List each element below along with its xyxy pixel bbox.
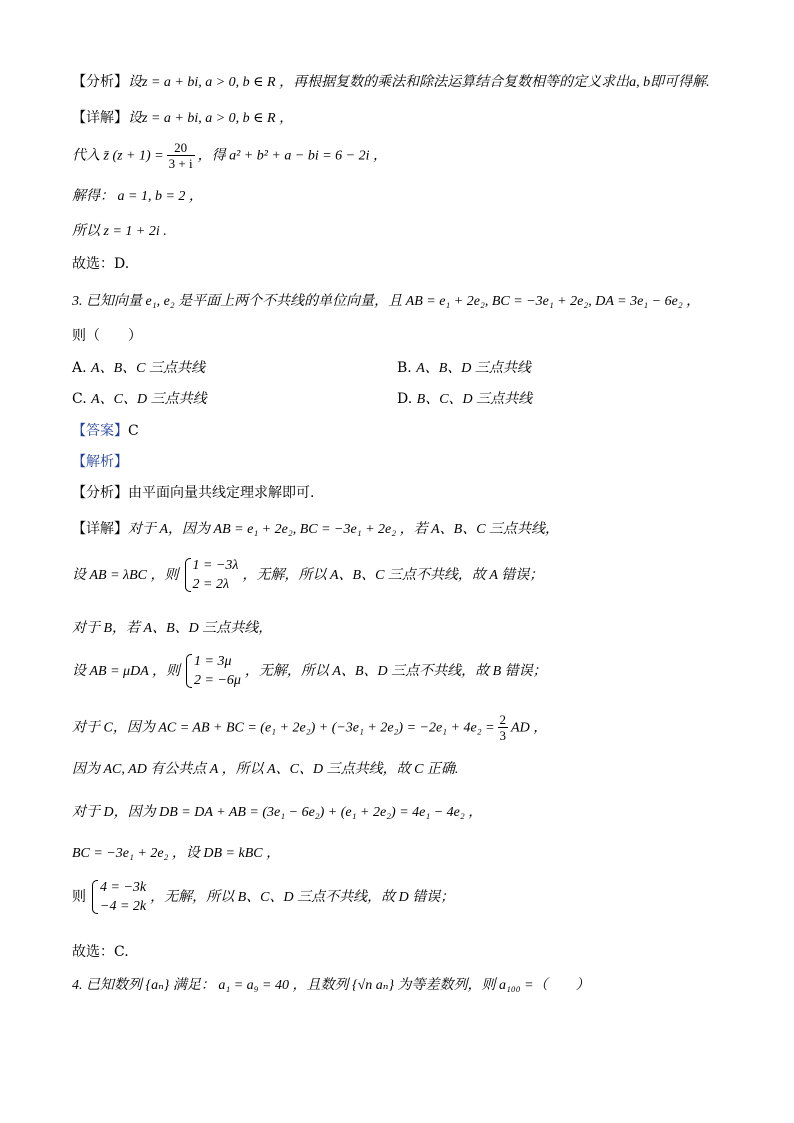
q3-detail-c2-text: 因为 AC, AD 有公共点 A ，所以 A、C、D 三点共线，故 C 正确. [72,762,459,777]
substitution-post: ，得 a² + b² + a − bi = 6 − 2i ， [197,148,387,164]
option-d[interactable] [397,389,532,410]
q3-detail-tag: 【详解】 [72,521,128,537]
q3-analysis-tag: 【分析】 [72,485,128,501]
q3-detail-c [72,712,547,743]
answer-value: C [128,423,139,439]
q3-detail-d-text: 对于 D，因为 DB = DA + AB = (3e₁ − 6e₂) + (e₁ + 2e₂) = 4e₁ − 4e₂ ， [72,805,483,820]
question-3-stem-2 [72,326,142,346]
choose-line [72,254,129,274]
substitution-line [72,140,387,171]
option-a[interactable] [72,358,205,379]
option-c[interactable] [72,389,207,410]
q3-choose [72,942,129,962]
option-letter: A. [72,360,87,376]
analysis-text: 设z = a + bi, a > 0, b ∈ R ，再根据复数的乘法和除法运算结合复数相等的定义求出a, b即可得解. [128,75,710,90]
q3-detail-b-text: 对于 B，若 A、B、D 三点共线， [72,621,273,636]
q3-detail-d2 [72,843,280,864]
q3-system-d [72,878,454,916]
detail-text: 设z = a + bi, a > 0, b ∈ R ， [128,111,294,126]
q3-choose-text: 故选：C. [72,944,129,960]
conclusion-line [72,221,167,242]
option-text: B、C、D 三点共线 [416,392,533,407]
solve-line [72,186,203,207]
option-letter: B. [397,360,412,376]
fraction [167,140,195,171]
system-d-pre: 则 [72,889,86,905]
option-text: A、C、D 三点共线 [91,392,207,407]
question-3-stem-text-2: 则（ ） [72,328,142,344]
jiexi-tag: 【解析】 [72,454,128,470]
system-a-post: ，无解，所以 A、B、C 三点不共线，故 A 错误； [242,568,544,583]
fraction-numerator: 20 [167,140,195,156]
equation-row: 4 = −3k [100,880,147,895]
q3-analysis-text: 由平面向量共线定理求解即可. [128,485,315,501]
question-3-stem-text: 3. 已知向量 e₁, e₂ 是平面上两个不共线的单位向量，且 AB = e₁ + 2e₂, BC = −3e₁ + 2e₂, DA = 3e₁ − 6e₂ ， [72,294,701,309]
jiexi-line [72,452,128,472]
equation-system-a [183,556,239,594]
q3-analysis-line [72,483,314,503]
option-text: A、B、D 三点共线 [416,361,531,376]
q3-system-b [72,652,547,690]
conclusion-text: 所以 z = 1 + 2i . [72,224,167,239]
solve-text: 解得： a = 1, b = 2 ， [72,189,203,204]
q3-detail-c-pre: 对于 C，因为 AC = AB + BC = (e₁ + 2e₂) + (−3e₁ + 2e₂) = −2e₁ + 4e₂ = [72,720,495,736]
equation-row: 2 = 2λ [192,577,230,592]
question-4-stem-text: 4. 已知数列 {aₙ} 满足： a₁ = a₉ = 40 ，且数列 {√n aₙ} 为等差数列，则 a₁₀₀ =（ ） [72,978,590,993]
q3-system-a [72,556,543,594]
equation-row: 1 = −3λ [192,558,239,573]
fraction [498,712,509,743]
system-b-pre: 设 AB = μDA ，则 [72,664,180,679]
fraction-denominator: 3 [499,728,507,743]
system-a-pre: 设 AB = λBC ，则 [72,568,179,583]
equation-system-d [90,878,146,916]
fraction-numerator: 2 [499,712,507,727]
q3-detail-a-text: 对于 A，因为 AB = e₁ + 2e₂, BC = −3e₁ + 2e₂ ，若 A、B、C 三点共线， [128,522,560,537]
q3-detail-c-post: AD ， [511,720,548,736]
option-text: A、B、C 三点共线 [91,361,205,376]
detail-tag: 【详解】 [72,110,128,126]
q3-detail-d [72,802,482,823]
option-letter: C. [72,391,87,407]
answer-line [72,421,139,441]
substitution-pre: 代入 z̄ (z + 1) = [72,148,164,164]
question-4-stem [72,975,590,996]
system-d-post: ，无解，所以 B、C、D 三点不共线，故 D 错误； [150,890,455,905]
system-b-post: ，无解，所以 A、B、D 三点不共线，故 B 错误； [244,664,547,679]
fraction-denominator: 3 + i [168,156,193,171]
q3-detail-a [72,519,559,540]
answer-tag: 【答案】 [72,423,128,439]
q3-detail-d2-text: BC = −3e₁ + 2e₂ ，设 DB = kBC ， [72,846,281,861]
equation-row: −4 = 2k [100,899,147,914]
equation-row: 2 = −6μ [194,673,241,688]
equation-row: 1 = 3μ [194,654,232,669]
option-b[interactable] [397,358,531,379]
q3-detail-c2 [72,759,458,780]
analysis-line [72,72,710,93]
option-letter: D. [397,391,413,407]
detail-line [72,108,293,129]
choose-text: 故选：D. [72,256,130,272]
analysis-tag: 【分析】 [72,74,128,90]
q3-detail-b [72,618,272,639]
equation-system-b [184,652,241,690]
question-3-stem [72,291,700,312]
